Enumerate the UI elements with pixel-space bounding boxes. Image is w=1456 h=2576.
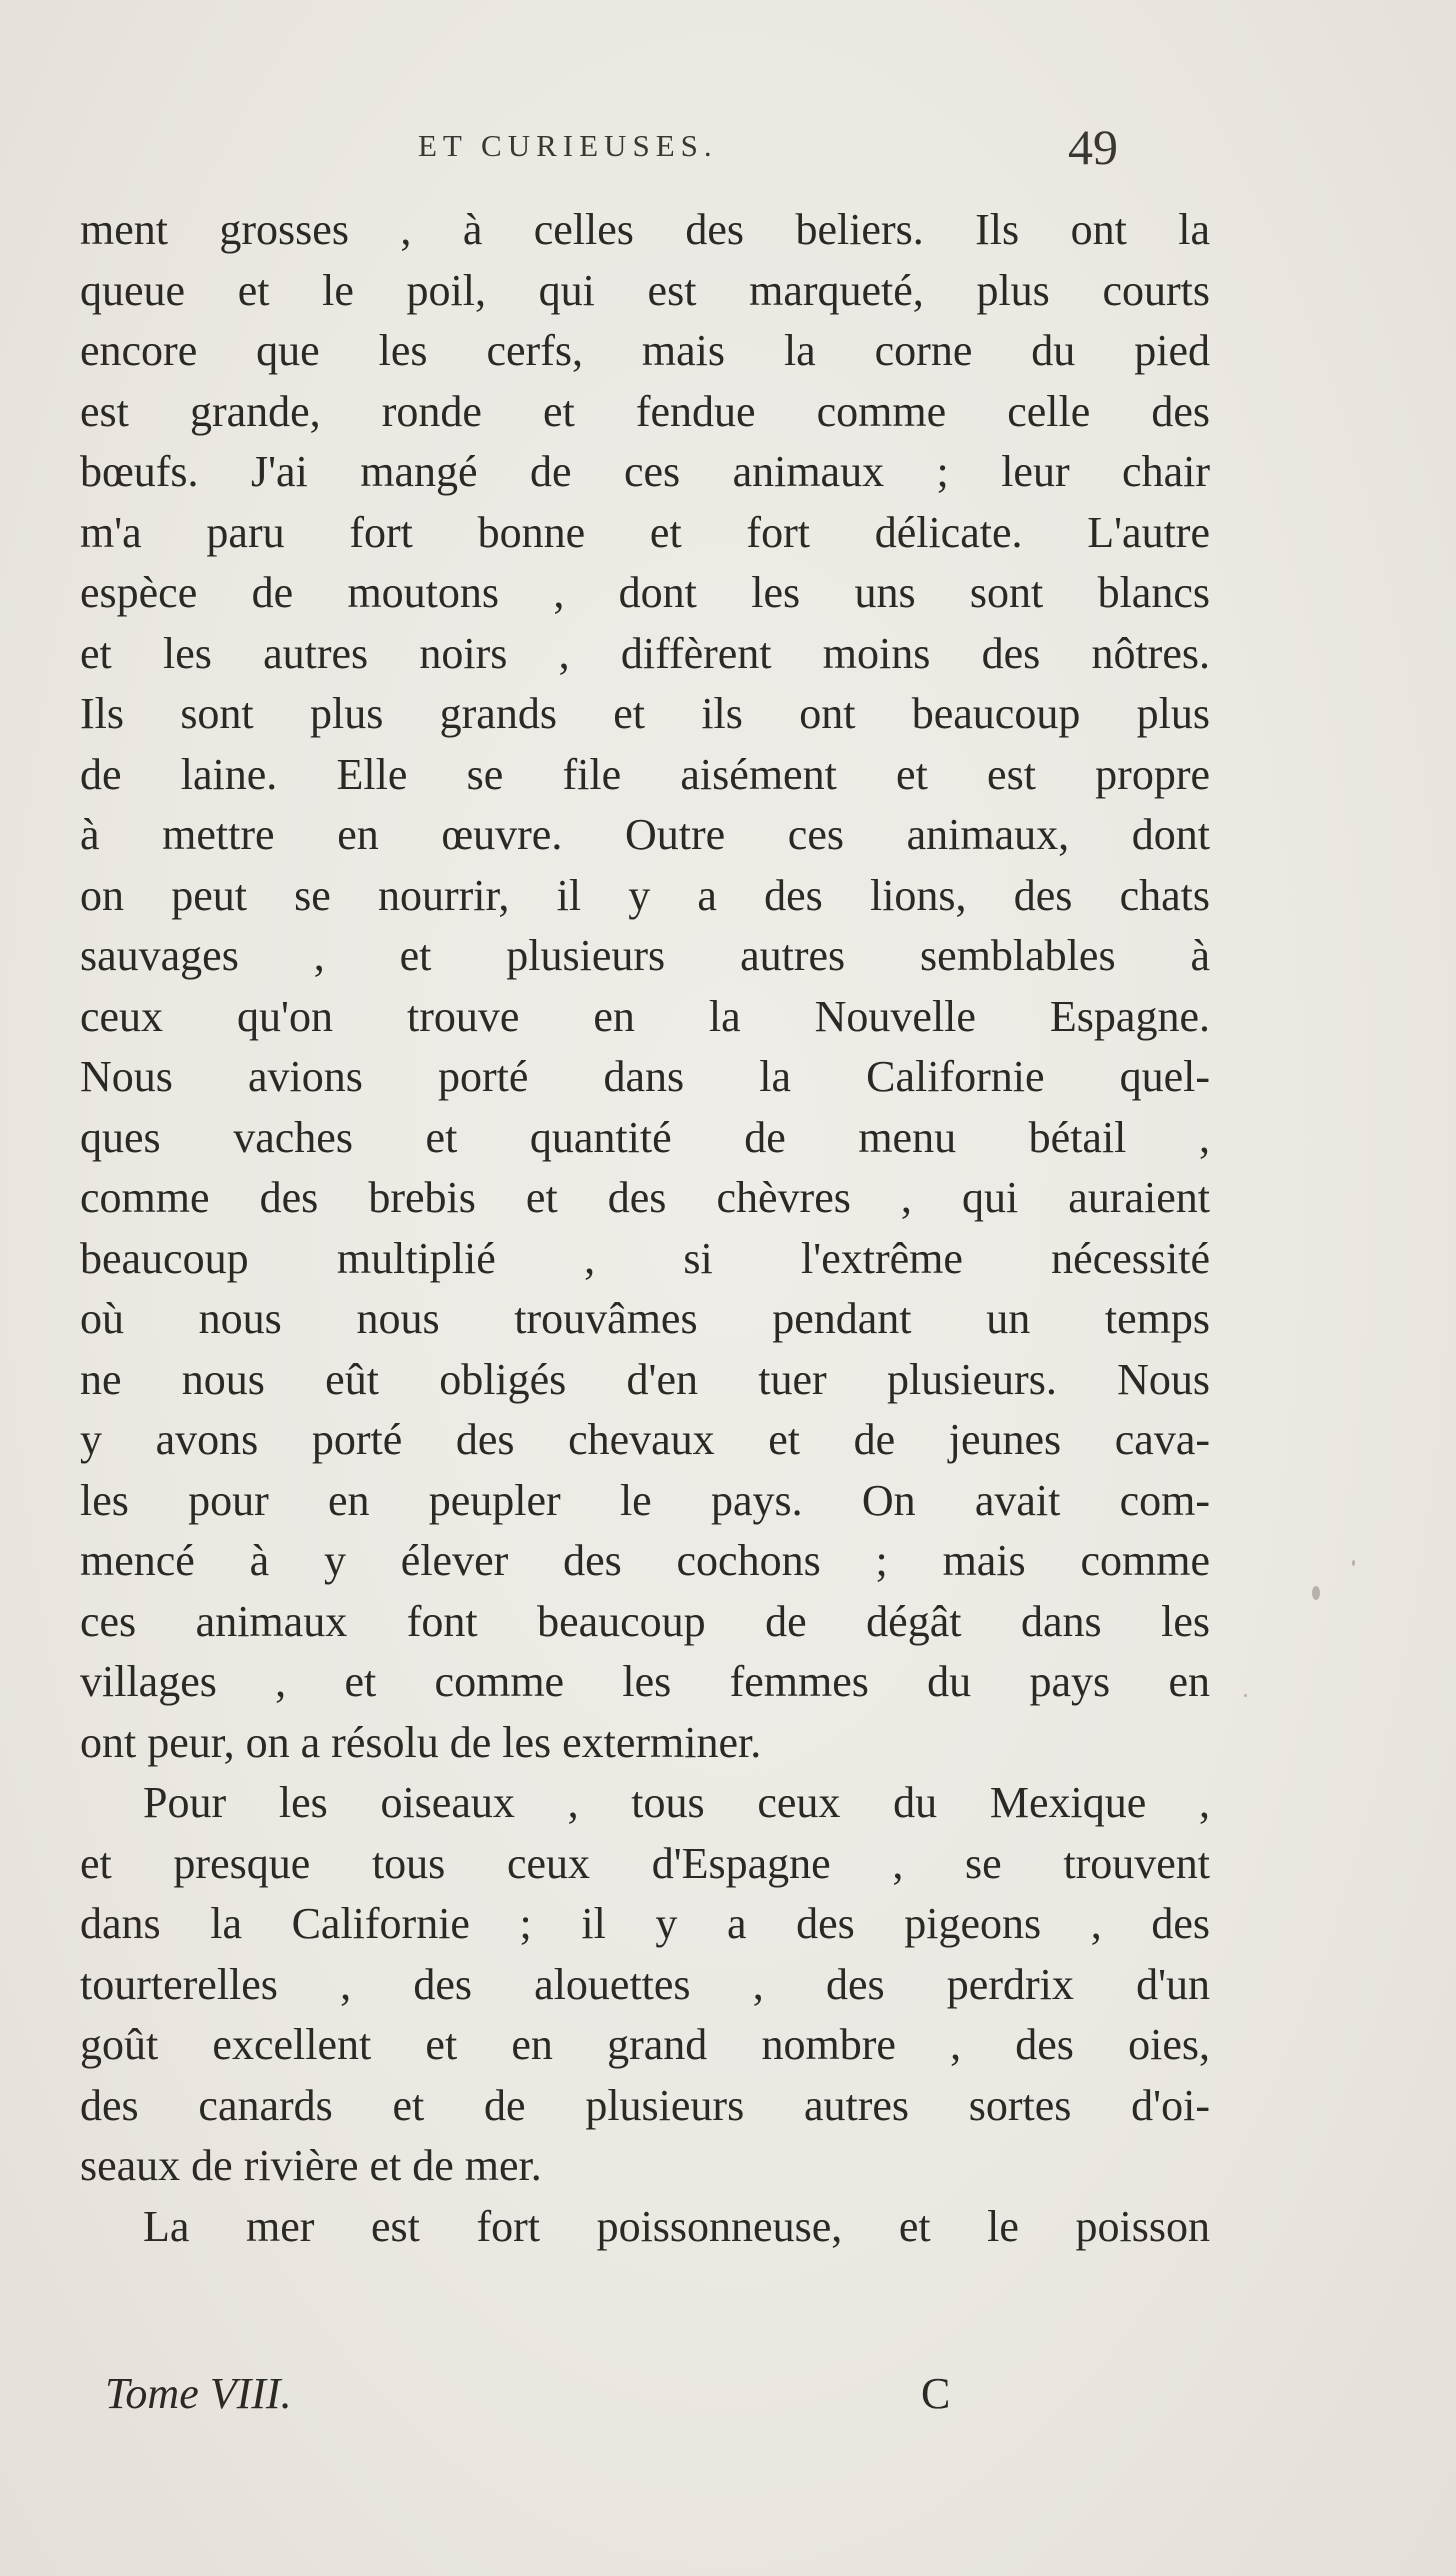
signature-mark: C: [921, 2369, 951, 2418]
text-line: Pour les oiseaux , tous ceux du Mexique ,: [143, 1778, 1210, 1827]
text-line: sauvages , et plusieurs autres semblables à: [80, 931, 1210, 980]
text-line: ques vaches et quantité de menu bétail ,: [80, 1112, 1210, 1162]
text-line: goût excellent et en grand nombre , des oies,: [80, 2020, 1210, 2069]
text-line: les pour en peupler le pays. On avait com-: [80, 1475, 1210, 1525]
text-line: Ils sont plus grands et ils ont beaucoup plus: [80, 689, 1210, 738]
text-line: tourterelles , des alouettes , des perdrix d'un: [80, 1959, 1210, 2009]
text-line: encore que les cerfs, mais la corne du pied: [80, 326, 1210, 375]
text-line: où nous nous trouvâmes pendant un temps: [80, 1294, 1210, 1343]
volume-label: Tome VIII.: [105, 2369, 292, 2418]
text-line: mencé à y élever des cochons ; mais comme: [80, 1536, 1210, 1585]
text-line: ces animaux font beaucoup de dégât dans les: [80, 1596, 1210, 1646]
text-line: on peut se nourrir, il y a des lions, des chats: [80, 870, 1210, 920]
text-line: est grande, ronde et fendue comme celle des: [80, 386, 1210, 436]
text-line: et les autres noirs , diffèrent moins des nôtres.: [80, 628, 1210, 678]
text-line: y avons porté des chevaux et de jeunes cava-: [80, 1415, 1210, 1464]
text-line: de laine. Elle se file aisément et est propre: [80, 749, 1210, 799]
text-line: dans la Californie ; il y a des pigeons , des: [80, 1899, 1210, 1948]
body-text: [80, 200, 1210, 2257]
text-line: ceux qu'on trouve en la Nouvelle Espagne.: [80, 991, 1210, 1041]
text-line: espèce de moutons , dont les uns sont blancs: [80, 568, 1210, 617]
text-line: seaux de rivière et de mer.: [80, 2141, 542, 2190]
text-line: villages , et comme les femmes du pays en: [80, 1657, 1210, 1706]
text-line: queue et le poil, qui est marqueté, plus courts: [80, 265, 1210, 315]
text-line: à mettre en œuvre. Outre ces animaux, dont: [80, 810, 1210, 859]
text-line: Nous avions porté dans la Californie quel-: [80, 1052, 1210, 1101]
text-line: et presque tous ceux d'Espagne , se trouvent: [80, 1838, 1210, 1888]
page-number: 49: [1068, 119, 1118, 175]
text-line: bœufs. J'ai mangé de ces animaux ; leur chair: [80, 447, 1210, 496]
text-line: beaucoup multiplié , si l'extrême nécessité: [80, 1233, 1210, 1283]
paper-speck: [1312, 1586, 1320, 1600]
text-line: des canards et de plusieurs autres sortes d'oi-: [80, 2080, 1210, 2130]
page-footer: [105, 2368, 1065, 2428]
text-line: m'a paru fort bonne et fort délicate. L'autre: [80, 507, 1210, 557]
page-header: [418, 118, 1218, 198]
paper-speck: [1244, 1694, 1247, 1697]
text-line: comme des brebis et des chèvres , qui auraient: [80, 1173, 1210, 1222]
text-line: ont peur, on a résolu de les exterminer.: [80, 1717, 762, 1767]
text-line: ment grosses , à celles des beliers. Ils ont la: [80, 205, 1210, 254]
running-head: ET CURIEUSES.: [418, 128, 718, 163]
text-line: La mer est fort poissonneuse, et le poisson: [143, 2201, 1210, 2251]
text-line: ne nous eût obligés d'en tuer plusieurs. Nous: [80, 1354, 1210, 1404]
paper-speck: [1352, 1560, 1355, 1566]
